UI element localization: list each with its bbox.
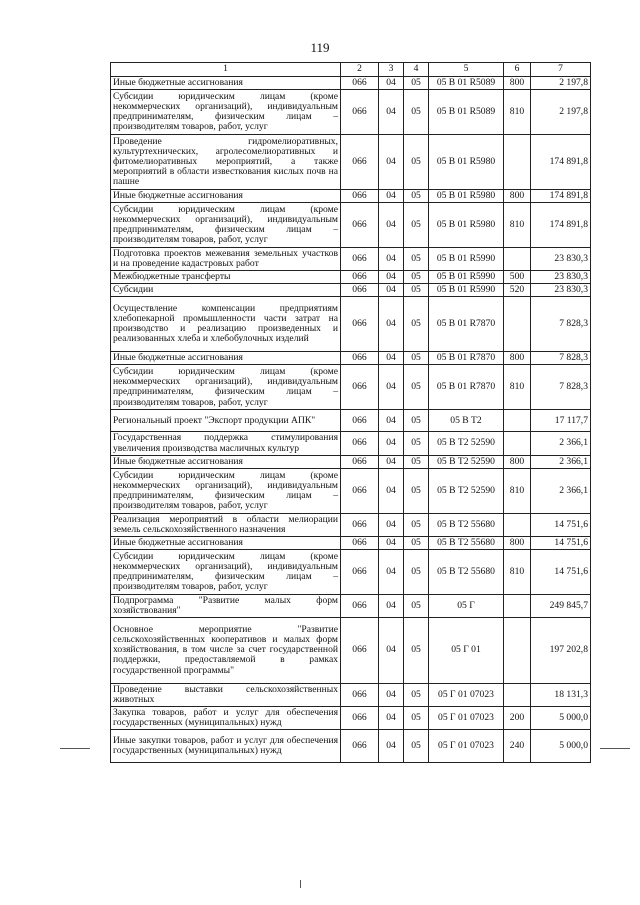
row-target-code: 05 Г 01 07023: [429, 683, 504, 706]
row-amount: 14 751,6: [531, 536, 591, 549]
table-row: [111, 365, 591, 410]
row-section: 04: [379, 284, 404, 297]
row-name: Государственная поддержка стимулирования увеличения производства масличных культур: [111, 432, 341, 455]
row-expense-type: 810: [504, 365, 531, 410]
row-target-code: 05 В 01 R5089: [429, 77, 504, 90]
row-section: 04: [379, 271, 404, 284]
row-name: Субсидии юридическим лицам (кроме некоммерческих организаций), индивидуальным предпринимателям, физическим лицам – производителям товаров, работ, услуг: [111, 549, 341, 594]
row-section: 04: [379, 707, 404, 730]
row-amount: 23 830,3: [531, 271, 591, 284]
row-target-code: 05 В 01 R7870: [429, 365, 504, 410]
row-ministry-code: 066: [341, 730, 379, 763]
row-target-code: 05 В Т2 52590: [429, 455, 504, 468]
row-name: Реализация мероприятий в области мелиорации земель сельскохозяйственного назначения: [111, 513, 341, 536]
row-expense-type: [504, 135, 531, 190]
table-row: [111, 594, 591, 617]
row-subsection: 05: [404, 594, 429, 617]
row-expense-type: [504, 410, 531, 432]
row-subsection: 05: [404, 536, 429, 549]
header-col-4: 4: [404, 63, 429, 77]
row-expense-type: 800: [504, 190, 531, 203]
row-subsection: 05: [404, 135, 429, 190]
row-expense-type: 800: [504, 536, 531, 549]
row-amount: 249 845,7: [531, 594, 591, 617]
row-amount: 5 000,0: [531, 707, 591, 730]
table-row: [111, 549, 591, 594]
row-expense-type: 200: [504, 707, 531, 730]
row-amount: 2 366,1: [531, 468, 591, 513]
row-subsection: 05: [404, 203, 429, 248]
row-amount: 7 828,3: [531, 352, 591, 365]
row-subsection: 05: [404, 77, 429, 90]
row-amount: 5 000,0: [531, 730, 591, 763]
row-expense-type: [504, 248, 531, 271]
row-name: Иные бюджетные ассигнования: [111, 77, 341, 90]
row-subsection: 05: [404, 365, 429, 410]
header-col-7: 7: [531, 63, 591, 77]
row-section: 04: [379, 135, 404, 190]
row-ministry-code: 066: [341, 271, 379, 284]
scan-mark-left: [60, 748, 90, 749]
table-row: [111, 468, 591, 513]
row-section: 04: [379, 455, 404, 468]
row-target-code: 05 В 01 R7870: [429, 352, 504, 365]
scan-mark-right: [600, 748, 630, 749]
row-ministry-code: 066: [341, 594, 379, 617]
row-target-code: 05 Г 01: [429, 617, 504, 683]
table-row: [111, 432, 591, 455]
row-expense-type: 810: [504, 468, 531, 513]
row-amount: 2 197,8: [531, 77, 591, 90]
table-row: [111, 410, 591, 432]
row-expense-type: 800: [504, 455, 531, 468]
row-section: 04: [379, 248, 404, 271]
row-name: Иные закупки товаров, работ и услуг для обеспечения государственных (муниципальных) нужд: [111, 730, 341, 763]
row-expense-type: 810: [504, 549, 531, 594]
row-ministry-code: 066: [341, 549, 379, 594]
row-subsection: 05: [404, 284, 429, 297]
row-amount: 23 830,3: [531, 284, 591, 297]
row-target-code: 05 В 01 R5990: [429, 271, 504, 284]
row-name: Подготовка проектов межевания земельных участков и на проведение кадастровых работ: [111, 248, 341, 271]
page-number: 119: [310, 40, 330, 55]
row-target-code: 05 В 01 R5980: [429, 190, 504, 203]
row-ministry-code: 066: [341, 248, 379, 271]
row-subsection: 05: [404, 90, 429, 135]
row-name: Подпрограмма "Развитие малых форм хозяйствования": [111, 594, 341, 617]
row-target-code: 05 В Т2 55680: [429, 549, 504, 594]
row-subsection: 05: [404, 248, 429, 271]
row-section: 04: [379, 617, 404, 683]
table-row: [111, 190, 591, 203]
row-name: Осуществление компенсации предприятиям хлебопекарной промышленности части затрат на производство и реализацию произведенных и реализованных хлеба и хлебобулочных изделий: [111, 297, 341, 352]
row-expense-type: 810: [504, 90, 531, 135]
row-subsection: 05: [404, 617, 429, 683]
row-ministry-code: 066: [341, 135, 379, 190]
table-row: [111, 513, 591, 536]
table-row: [111, 730, 591, 763]
row-target-code: 05 В 01 R5990: [429, 248, 504, 271]
row-amount: 14 751,6: [531, 549, 591, 594]
row-expense-type: 240: [504, 730, 531, 763]
scan-mark-bottom: [300, 880, 301, 888]
row-section: 04: [379, 513, 404, 536]
row-target-code: 05 В Т2 52590: [429, 468, 504, 513]
row-amount: 17 117,7: [531, 410, 591, 432]
row-target-code: 05 В 01 R7870: [429, 297, 504, 352]
row-ministry-code: 066: [341, 90, 379, 135]
row-section: 04: [379, 683, 404, 706]
row-amount: 7 828,3: [531, 365, 591, 410]
table-row: [111, 203, 591, 248]
row-section: 04: [379, 730, 404, 763]
row-name: Проведение выставки сельскохозяйственных животных: [111, 683, 341, 706]
table-row: [111, 271, 591, 284]
row-name: Иные бюджетные ассигнования: [111, 455, 341, 468]
row-expense-type: 520: [504, 284, 531, 297]
row-target-code: 05 Г: [429, 594, 504, 617]
row-subsection: 05: [404, 190, 429, 203]
row-target-code: 05 В Т2: [429, 410, 504, 432]
row-amount: 174 891,8: [531, 190, 591, 203]
table-row: [111, 683, 591, 706]
row-section: 04: [379, 432, 404, 455]
row-ministry-code: 066: [341, 536, 379, 549]
row-ministry-code: 066: [341, 203, 379, 248]
row-section: 04: [379, 365, 404, 410]
table-row: [111, 707, 591, 730]
row-section: 04: [379, 203, 404, 248]
header-col-2: 2: [341, 63, 379, 77]
row-ministry-code: 066: [341, 365, 379, 410]
row-amount: 2 366,1: [531, 432, 591, 455]
header-col-6: 6: [504, 63, 531, 77]
row-ministry-code: 066: [341, 455, 379, 468]
row-amount: 2 366,1: [531, 455, 591, 468]
row-name: Основное мероприятие "Развитие сельскохозяйственных кооперативов и малых форм хозяйствования, в том числе за счет государственной поддержки, предоставляемой в рамках государственной программы": [111, 617, 341, 683]
table-row: [111, 248, 591, 271]
row-subsection: 05: [404, 352, 429, 365]
row-target-code: 05 Г 01 07023: [429, 730, 504, 763]
row-section: 04: [379, 297, 404, 352]
row-subsection: 05: [404, 297, 429, 352]
table-row: [111, 297, 591, 352]
row-section: 04: [379, 190, 404, 203]
row-ministry-code: 066: [341, 77, 379, 90]
row-expense-type: 810: [504, 203, 531, 248]
row-name: Межбюджетные трансферты: [111, 271, 341, 284]
table-row: [111, 77, 591, 90]
row-section: 04: [379, 77, 404, 90]
table-row: [111, 90, 591, 135]
row-amount: 18 131,3: [531, 683, 591, 706]
row-name: Субсидии юридическим лицам (кроме некоммерческих организаций), индивидуальным предпринимателям, физическим лицам – производителям товаров, работ, услуг: [111, 203, 341, 248]
row-name: Субсидии юридическим лицам (кроме некоммерческих организаций), индивидуальным предпринимателям, физическим лицам – производителям товаров, работ, услуг: [111, 90, 341, 135]
row-ministry-code: 066: [341, 683, 379, 706]
row-ministry-code: 066: [341, 617, 379, 683]
row-target-code: 05 В Т2 55680: [429, 536, 504, 549]
row-amount: 7 828,3: [531, 297, 591, 352]
row-name: Субсидии юридическим лицам (кроме некоммерческих организаций), индивидуальным предпринимателям, физическим лицам – производителям товаров, работ, услуг: [111, 468, 341, 513]
row-target-code: 05 В 01 R5980: [429, 135, 504, 190]
row-ministry-code: 066: [341, 513, 379, 536]
row-section: 04: [379, 594, 404, 617]
row-expense-type: [504, 617, 531, 683]
row-expense-type: [504, 297, 531, 352]
row-name: Субсидии юридическим лицам (кроме некоммерческих организаций), индивидуальным предпринимателям, физическим лицам – производителям товаров, работ, услуг: [111, 365, 341, 410]
row-name: Субсидии: [111, 284, 341, 297]
row-section: 04: [379, 468, 404, 513]
row-name: Иные бюджетные ассигнования: [111, 352, 341, 365]
table-row: [111, 352, 591, 365]
row-amount: 23 830,3: [531, 248, 591, 271]
row-expense-type: 500: [504, 271, 531, 284]
header-col-3: 3: [379, 63, 404, 77]
row-subsection: 05: [404, 683, 429, 706]
row-name: Закупка товаров, работ и услуг для обеспечения государственных (муниципальных) нужд: [111, 707, 341, 730]
row-target-code: 05 В 01 R5089: [429, 90, 504, 135]
row-expense-type: 800: [504, 352, 531, 365]
row-subsection: 05: [404, 513, 429, 536]
table-header-row: [111, 63, 591, 77]
row-subsection: 05: [404, 468, 429, 513]
row-section: 04: [379, 410, 404, 432]
header-col-1: 1: [111, 63, 341, 77]
row-name: Иные бюджетные ассигнования: [111, 536, 341, 549]
row-subsection: 05: [404, 455, 429, 468]
row-amount: 2 197,8: [531, 90, 591, 135]
row-amount: 174 891,8: [531, 203, 591, 248]
row-subsection: 05: [404, 707, 429, 730]
row-target-code: 05 Г 01 07023: [429, 707, 504, 730]
row-subsection: 05: [404, 549, 429, 594]
table-row: [111, 617, 591, 683]
row-expense-type: [504, 594, 531, 617]
row-ministry-code: 066: [341, 410, 379, 432]
row-ministry-code: 066: [341, 432, 379, 455]
row-ministry-code: 066: [341, 707, 379, 730]
row-ministry-code: 066: [341, 468, 379, 513]
row-section: 04: [379, 549, 404, 594]
row-subsection: 05: [404, 271, 429, 284]
row-expense-type: [504, 432, 531, 455]
row-amount: 14 751,6: [531, 513, 591, 536]
header-col-5: 5: [429, 63, 504, 77]
row-subsection: 05: [404, 432, 429, 455]
table-row: [111, 284, 591, 297]
row-target-code: 05 В 01 R5990: [429, 284, 504, 297]
row-ministry-code: 066: [341, 284, 379, 297]
row-amount: 197 202,8: [531, 617, 591, 683]
row-expense-type: [504, 513, 531, 536]
row-section: 04: [379, 536, 404, 549]
row-amount: 174 891,8: [531, 135, 591, 190]
row-ministry-code: 066: [341, 297, 379, 352]
table-row: [111, 536, 591, 549]
row-subsection: 05: [404, 410, 429, 432]
row-target-code: 05 В Т2 55680: [429, 513, 504, 536]
row-name: Иные бюджетные ассигнования: [111, 190, 341, 203]
row-section: 04: [379, 352, 404, 365]
row-expense-type: [504, 683, 531, 706]
table-body: [111, 77, 591, 763]
row-expense-type: 800: [504, 77, 531, 90]
row-name: Проведение гидромелиоративных, культуртехнических, агролесомелиоративных и фитомелиоративных мероприятий, а также мероприятий в области известкования кислых почв на пашне: [111, 135, 341, 190]
row-name: Региональный проект "Экспорт продукции АПК": [111, 410, 341, 432]
row-subsection: 05: [404, 730, 429, 763]
row-ministry-code: 066: [341, 352, 379, 365]
row-section: 04: [379, 90, 404, 135]
budget-table: [110, 62, 591, 763]
row-target-code: 05 В Т2 52590: [429, 432, 504, 455]
row-target-code: 05 В 01 R5980: [429, 203, 504, 248]
table-row: [111, 455, 591, 468]
table-row: [111, 135, 591, 190]
row-ministry-code: 066: [341, 190, 379, 203]
